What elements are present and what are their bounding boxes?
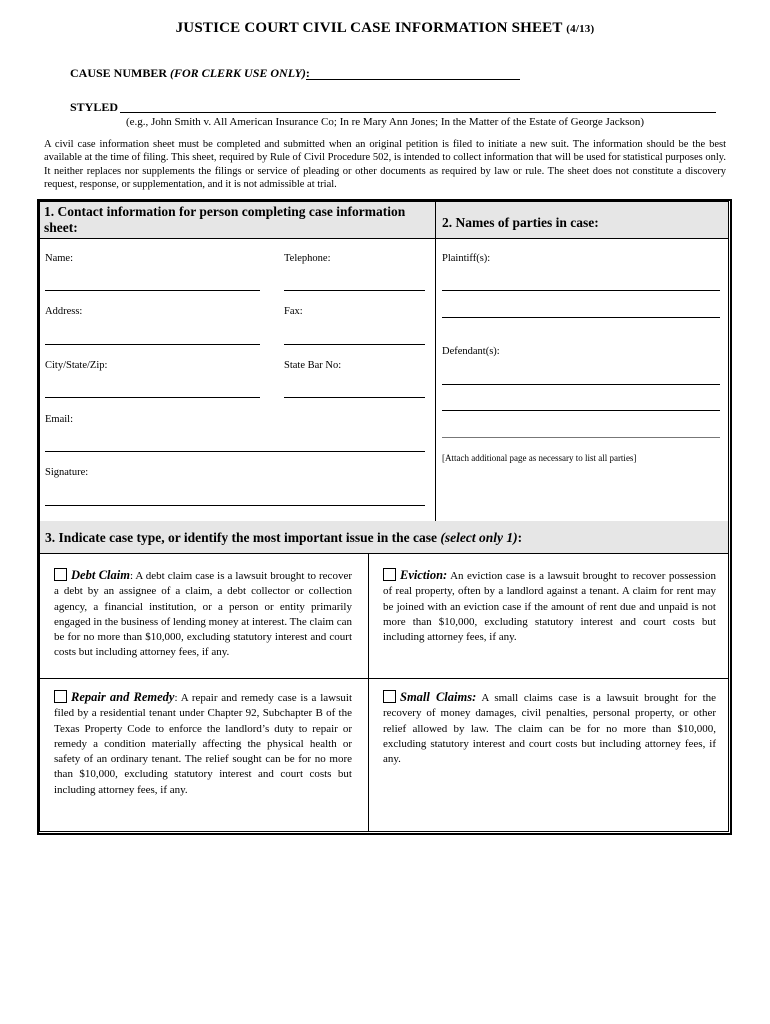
repair-remedy-checkbox[interactable] [54, 690, 67, 703]
section2-heading: 2. Names of parties in case: [442, 215, 599, 230]
defendant-field-2[interactable] [442, 410, 720, 411]
eviction-checkbox[interactable] [383, 568, 396, 581]
small-claims-title: Small Claims: [400, 690, 477, 704]
case-type-eviction [383, 568, 716, 645]
eviction-description: An eviction case is a lawsuit brought to recover possession of real property, often by a landlord against a tenant. A claim for rent may be joined with an eviction case if the amount of rent due and unpaid is not more than $10,000, excluding statutory interest and court costs but including attorney fees, if any. [383, 570, 716, 644]
case-type-repair-remedy: Repair and Remedy: A repair and remedy case is a lawsuit filed by a residential tenant under Chapter 92, Subchapter B of the Texas Property Code to enforce the landlord’s duty to repair or remedy a condition materially affecting the physical health or safety of an ordinary tenant. The relief sought can be for no more than $10,000, excluding statutory interest and court costs but including attorney fees, if any. [54, 690, 352, 796]
cause-number-field[interactable] [306, 79, 520, 80]
plaintiff-field-1[interactable] [442, 290, 720, 291]
cause-number-label: CAUSE NUMBER (FOR CLERK USE ONLY): [70, 66, 310, 80]
address-label: Address: [45, 306, 83, 317]
debt-claim-description: A debt claim case is a lawsuit brought to recover a debt by an assignee of a claim, a debt collector or collection agency, a financial institution, or a person or entity primarily engaged in the business of lending money at interest. The claim can be for no more than $10,000, excluding statutory interest and court costs but including attorney fees, if any. [54, 570, 352, 659]
fax-field[interactable] [284, 344, 425, 345]
defendant-field-3[interactable] [442, 437, 720, 438]
small-claims-checkbox[interactable] [383, 690, 396, 703]
email-field[interactable] [45, 451, 425, 452]
repair-remedy-description: A repair and remedy case is a lawsuit filed by a residential tenant under Chapter 92, Subchapter B of the Texas Property Code to enforce the landlord’s duty to repair or remedy a condition materially affecting the physical health or safety of an ordinary tenant. The relief sought can be for no more than $10,000, excluding statutory interest and court costs but including attorney fees, if any. [54, 692, 352, 796]
plaintiffs-label: Plaintiff(s): [442, 253, 491, 264]
section3-heading: 3. Indicate case type, or identify the most important issue in the case (select only 1): [45, 530, 523, 545]
plaintiff-field-2[interactable] [442, 317, 720, 318]
name-field[interactable] [45, 290, 260, 291]
page-title [0, 20, 770, 37]
section3-header-divider [40, 553, 728, 554]
fax-label: Fax: [284, 306, 303, 317]
case-type-row-divider [40, 678, 728, 679]
repair-remedy-title: Repair and Remedy [71, 690, 175, 704]
eviction-title: Eviction: [400, 568, 448, 582]
section1-heading: 1. Contact information for person completing case information sheet: [44, 204, 406, 235]
telephone-field[interactable] [284, 290, 425, 291]
intro-paragraph: A civil case information sheet must be completed and submitted when an original petition is filed to initiate a new suit. The information should be the best available at the time of filing. This sheet, required by Rule of Civil Procedure 502, is intended to collect information that will be used for statistical purposes only. It neither replaces nor supplements the filings or service of pleading or other documents as required by law or rule. The sheet does not constitute a discovery request, response, or supplementation, and it is not admissible at trial. [44, 139, 726, 191]
signature-label: Signature: [45, 467, 89, 478]
styled-example: (e.g., John Smith v. All American Insurance Co; In re Mary Ann Jones; In the Matter of the Estate of George Jackson) [125, 116, 645, 128]
case-type-small-claims [383, 690, 716, 767]
form-version: (4/13) [566, 23, 595, 35]
styled-label: STYLED [70, 100, 119, 114]
name-label: Name: [45, 253, 73, 264]
clerk-use-note: (FOR CLERK USE ONLY) [170, 66, 306, 80]
city-state-zip-field[interactable] [45, 397, 260, 398]
state-bar-field[interactable] [284, 397, 425, 398]
telephone-label: Telephone: [284, 253, 331, 264]
signature-field[interactable] [45, 505, 425, 506]
header-divider [40, 238, 728, 239]
select-one-note: (select only 1) [440, 530, 518, 545]
debt-claim-title: Debt Claim [71, 568, 130, 582]
email-label: Email: [45, 414, 73, 425]
section-divider [435, 202, 436, 521]
small-claims-description: A small claims case is a lawsuit brought for the recovery of money damages, civil penalties, personal property, or other relief allowed by law. The claim can be for no more than $10,000, excluding statutory interest and court costs but including attorney fees, if any. [383, 692, 717, 766]
attach-pages-note: [Attach additional page as necessary to list all parties] [442, 453, 637, 463]
case-type-debt-claim: Debt Claim: A debt claim case is a lawsuit brought to recover a debt by an assignee of a claim, a debt collector or collection agency, a financial institution, or a person or entity primarily engaged in the business of lending money at interest. The claim can be for no more than $10,000, excluding statutory interest and court costs but including attorney fees, if any. [54, 568, 352, 659]
address-field[interactable] [45, 344, 260, 345]
defendant-field-1[interactable] [442, 384, 720, 385]
debt-claim-checkbox[interactable] [54, 568, 67, 581]
state-bar-label: State Bar No: [284, 360, 342, 371]
styled-field[interactable] [120, 112, 716, 113]
case-type-divider [368, 553, 369, 831]
defendants-label: Defendant(s): [442, 346, 500, 357]
title-text: JUSTICE COURT CIVIL CASE INFORMATION SHEET [175, 20, 563, 36]
city-state-zip-label: City/State/Zip: [45, 360, 108, 371]
